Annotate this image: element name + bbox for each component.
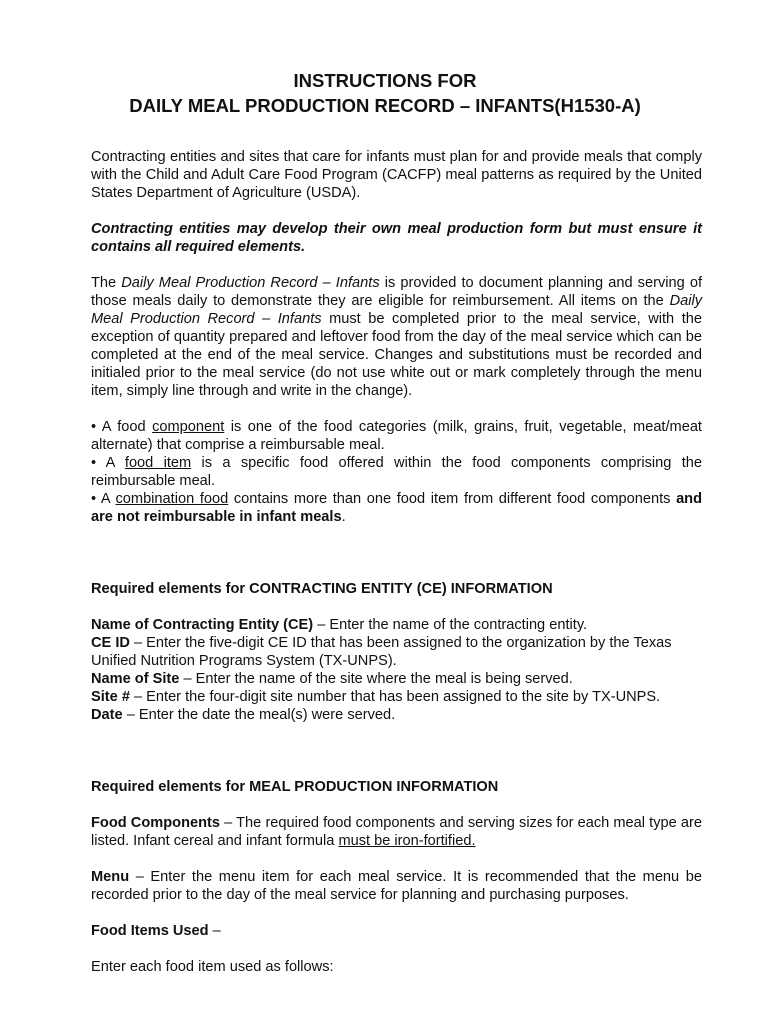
field-site-name xyxy=(91,671,573,687)
food-items-desc: – xyxy=(208,923,221,939)
notice-text: Contracting entities may develop their own meal production form but must ensure it contains all required elements. xyxy=(91,221,702,255)
def-component-post: is one of the food categories (milk, grains, fruit, vegetable, meat/meat alternate) that comprise a reimbursable meal. xyxy=(91,419,702,453)
def-combination-bold: and are not reimbursable in infant meals xyxy=(91,491,703,525)
field-ce-name-label: Name of Contracting Entity (CE) xyxy=(91,617,314,633)
form-name-2: Daily Meal Production Record – Infants xyxy=(91,293,702,327)
field-ce-id xyxy=(91,635,672,669)
field-site-number-label: Site # xyxy=(91,689,130,705)
meal-section-heading xyxy=(91,778,702,796)
def-combination-term: combination food xyxy=(115,491,229,507)
def-item-term: food item xyxy=(124,455,192,471)
def-combination-post: contains more than one food item from different food components xyxy=(228,491,677,507)
def-item-pre: • A xyxy=(91,455,125,471)
record-text-2: is provided to document planning and serving of those meals daily to demonstrate they are eligible for reimbursement. All items on the xyxy=(91,275,703,309)
form-name-1: Daily Meal Production Record – Infants xyxy=(121,275,380,291)
definitions-list xyxy=(91,418,702,526)
document-body xyxy=(91,148,702,994)
meal-heading-text: Required elements for MEAL PRODUCTION INFORMATION xyxy=(91,779,499,795)
record-text-1: The xyxy=(91,275,122,291)
def-combination-end: . xyxy=(341,509,346,525)
food-components-label: Food Components xyxy=(91,815,220,831)
menu-desc: – Enter the menu item for each meal service. It is recommended that the menu be recorded prior to the day of the meal service for planning and purchasing purposes. xyxy=(91,869,702,903)
def-component-pre: • A food xyxy=(91,419,153,435)
field-date-desc: – Enter the date the meal(s) were served. xyxy=(122,707,396,723)
record-text-3: must be completed prior to the meal service, with the exception of quantity prepared and leftover food from the day of the meal service which can be completed at the end of the meal service. Changes and substitutions must be recorded and initialed prior to the meal service (do not use white out or mark completely through the menu item, simply line through and write in the change). xyxy=(91,311,703,399)
field-site-name-label: Name of Site xyxy=(91,671,180,687)
def-combination xyxy=(91,491,702,525)
def-item xyxy=(91,455,702,489)
record-paragraph xyxy=(91,274,702,400)
intro-paragraph: Contracting entities and sites that care for infants must plan for and provide meals that comply with the Child and Adult Care Food Program (CACFP) meal patterns as required by the United States Department of Agriculture (USDA). xyxy=(91,149,702,201)
food-items-paragraph xyxy=(91,922,702,940)
def-component xyxy=(91,419,702,453)
field-ce-id-desc: – Enter the five-digit CE ID that has been assigned to the organization by the Texas Unified Nutrition Programs System (TX-UNPS). xyxy=(91,635,672,669)
enter-each-paragraph: Enter each food item used as follows: xyxy=(91,959,334,975)
food-items-label: Food Items Used xyxy=(91,923,209,939)
food-components-desc: – The required food components and serving sizes for each meal type are listed. Infant cereal and infant formula xyxy=(91,815,702,849)
iron-fortified-note: must be iron-fortified. xyxy=(338,833,476,849)
menu-label: Menu xyxy=(91,869,130,885)
ce-section-heading xyxy=(91,580,702,598)
title-line-1: INSTRUCTIONS FOR xyxy=(293,70,477,91)
field-date-label: Date xyxy=(91,707,123,723)
field-ce-name xyxy=(91,617,587,633)
page-title xyxy=(0,68,770,118)
field-ce-id-label: CE ID xyxy=(91,635,130,651)
def-combination-pre: • A xyxy=(91,491,116,507)
food-components-paragraph xyxy=(91,814,702,850)
ce-fields-list xyxy=(91,616,702,724)
def-item-post: is a specific food offered within the food components comprising the reimbursable meal. xyxy=(91,455,703,489)
field-date xyxy=(91,707,395,723)
notice-paragraph xyxy=(91,220,702,256)
field-site-number xyxy=(91,689,660,705)
ce-heading-text: Required elements for CONTRACTING ENTITY (CE) INFORMATION xyxy=(91,581,553,597)
title-line-2: DAILY MEAL PRODUCTION RECORD – INFANTS(H1530-A) xyxy=(129,95,641,116)
field-site-name-desc: – Enter the name of the site where the meal is being served. xyxy=(179,671,573,687)
def-component-term: component xyxy=(152,419,225,435)
field-site-number-desc: – Enter the four-digit site number that has been assigned to the site by TX-UNPS. xyxy=(129,689,661,705)
menu-paragraph xyxy=(91,868,702,904)
field-ce-name-desc: – Enter the name of the contracting entity. xyxy=(313,617,588,633)
